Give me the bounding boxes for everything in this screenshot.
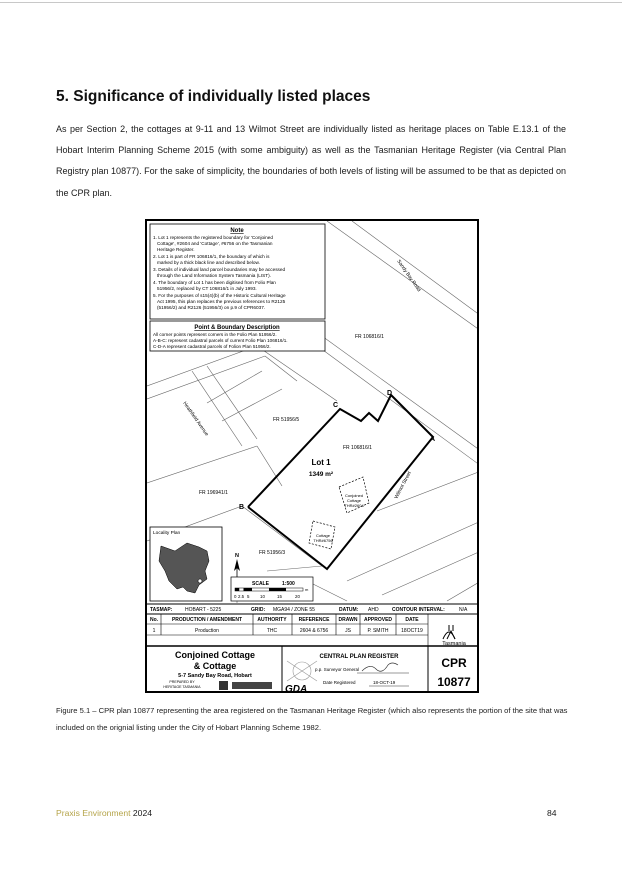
- lot-name: Lot 1: [311, 458, 331, 467]
- parcel-label: FR 196941/1: [199, 490, 228, 496]
- note-line: Act 1995, this plan replaces the previous references to R2125: [157, 299, 286, 304]
- scale-tick: 15: [277, 594, 282, 599]
- locality-plan-label: Locality Plan: [153, 531, 181, 536]
- grid-label: GRID:: [251, 607, 266, 613]
- parcel-label: FR 106816/1: [343, 445, 372, 451]
- scale-ratio: 1:500: [282, 581, 295, 587]
- corner-label-c: C: [333, 402, 339, 409]
- note-line: 4. The boundary of Lot 1 has been digitised from Folio Plan: [153, 280, 276, 285]
- tasmania-logo-icon: [443, 625, 455, 639]
- note-line: through the Land Information System Tasmania (LIST).: [157, 273, 272, 278]
- heritage-council-logo-icon: [232, 682, 272, 689]
- date-registered-label: Date Registered: [323, 680, 356, 685]
- table-header: REFERENCE: [298, 617, 330, 623]
- grid-value: MGA94 / ZONE 55: [273, 607, 315, 613]
- datum-value: AHD: [368, 607, 379, 613]
- figure-caption: Figure 5.1 – CPR plan 10877 representing the area registered on the Tasmanan Heritage Register (which also represents the portion of the site that was included on the orignial listing under the City of Hobart Planning Scheme 1982.: [56, 706, 568, 732]
- scale-tick: 20: [295, 594, 300, 599]
- parcel-label: FR 106816/1: [355, 334, 384, 340]
- note-line: marked by a thick black line and described below.: [157, 260, 260, 265]
- footer-brand: [56, 808, 152, 818]
- table-header: DATE: [405, 617, 419, 623]
- parcel-label: FR 51956/3: [259, 550, 286, 556]
- scale-tick: 10: [260, 594, 265, 599]
- register-title: CENTRAL PLAN REGISTER: [319, 654, 399, 660]
- tasmania-logo-text: Tasmania: [442, 641, 466, 647]
- table-cell: JS: [345, 628, 351, 634]
- datum-label: DATUM:: [339, 607, 359, 613]
- section-heading: 5. Significance of individually listed places: [56, 88, 371, 105]
- title-line-2: & Cottage: [193, 661, 237, 671]
- prepared-by: PREPARED BY: [169, 680, 195, 684]
- corner-label-d: D: [387, 390, 393, 397]
- point-boundary-line: All corner points represent corners in the Folio Plan 51956/2.: [153, 332, 277, 337]
- contour-value: N/A: [459, 607, 468, 613]
- cpr-number: 10877: [437, 675, 471, 689]
- road-label-wilmot: Wilmot Street: [393, 470, 413, 500]
- note-title: Note: [230, 228, 244, 234]
- page-top-rule: [0, 2, 622, 3]
- table-cell: Production: [195, 628, 219, 634]
- table-cell: P. SMITH: [367, 628, 389, 634]
- building-label: THR#2604: [344, 503, 364, 508]
- note-line: Heritage Register.: [157, 247, 195, 252]
- note-line: 1. Lot 1 represents the registered boundary for 'Conjoined: [153, 235, 273, 240]
- cpr-plan-figure: [145, 219, 479, 693]
- lot-area: 1349 m²: [308, 471, 334, 478]
- parcel-label: FR 51956/5: [273, 417, 300, 423]
- note-line: 2. Lot 1 is part of FR 106816/1, the boundary of which is: [153, 254, 270, 259]
- table-cell: THC: [266, 628, 278, 634]
- surveyor-general: p.p. Surveyor General: [315, 667, 360, 672]
- scale-tick: 5: [247, 594, 250, 599]
- scale-tick: 2.5: [238, 594, 245, 599]
- scale-unit: m: [305, 587, 309, 592]
- table-header: No.: [149, 617, 159, 623]
- north-label: N: [235, 553, 239, 559]
- building-label: Conjoined: [344, 493, 364, 498]
- contour-label: CONTOUR INTERVAL:: [392, 607, 445, 613]
- table-header: DRAWN: [338, 617, 358, 623]
- prepared-by-agency: HERITAGE TASMANIA: [163, 685, 201, 689]
- compass-rose-icon: [287, 661, 317, 681]
- building-label: THR#6756: [313, 538, 333, 543]
- heritage-logo-icon: [219, 681, 228, 690]
- scale-bar: [235, 588, 303, 591]
- note-line: 51956/2, replaced by CT 106816/1 in July 1993.: [157, 286, 257, 291]
- note-line: 3. Details of individual land parcel boundaries may be accessed: [153, 267, 286, 272]
- title-line-1: Conjoined Cottage: [175, 650, 255, 660]
- surveyor-signature: [362, 663, 398, 671]
- footer-brand-name: Praxis Environment: [56, 808, 131, 818]
- scale-tick: 0: [234, 594, 237, 599]
- point-boundary-line: C-D-A represent cadastral parcels of Folion Plan 51956/2.: [153, 344, 271, 349]
- table-header: PRODUCTION / AMENDMENT: [171, 617, 243, 623]
- tasmap-value: HOBART - 5225: [185, 607, 222, 613]
- point-boundary-lines: [153, 332, 288, 349]
- scale-label: SCALE: [252, 581, 269, 587]
- corner-label-b: B: [239, 504, 245, 511]
- cpr-label: CPR: [441, 656, 467, 670]
- table-header: APPROVED: [363, 617, 393, 623]
- note-line: 5. For the purposes of s15(4)(b) of the Historic Cultural Heritage: [153, 293, 286, 298]
- table-header: AUTHORITY: [257, 617, 287, 623]
- table-cell: 18OCT19: [401, 628, 423, 634]
- locality-marker-icon: [198, 579, 202, 583]
- point-boundary-title: Point & Boundary Description: [194, 325, 280, 331]
- date-registered-value: 18-OCT-19: [373, 680, 396, 685]
- building-label: Cottage: [346, 498, 362, 503]
- corner-label-a: A: [430, 436, 436, 443]
- building-label: Cottage: [315, 533, 331, 538]
- page-number: 84: [547, 808, 557, 818]
- road-label-sandy-bay: Sandy Bay Road: [395, 258, 422, 293]
- footer-year: 2024: [130, 808, 153, 818]
- title-address: 5-7 Sandy Bay Road, Hobart: [178, 673, 252, 679]
- cpr-plan-drawing: [147, 221, 479, 693]
- note-line: Cottage', #2604 and 'Cottage', #6756 on the Tasmanian: [157, 241, 273, 246]
- body-paragraph: As per Section 2, the cottages at 9-11 and 13 Wilmot Street are individually listed as heritage places on Table E.13.1 of the Hobart Interim Planning Scheme 2015 (with some ambiguity) as well as the Tasmanian Heritage Register (via Central Plan Registry plan 10877). For the sake of simplicity, the boundaries of both levels of listing will be assumed to be that as depicted on the CPR plan.: [56, 124, 566, 198]
- table-cell: 2604 & 6756: [299, 628, 329, 634]
- note-line: (51956/2) and R2126 (51956/3) on p.9 of CPR6037.: [157, 305, 266, 310]
- table-cell: 1: [152, 628, 156, 634]
- road-label-heathfield: Heathfield Avenue: [181, 400, 210, 438]
- gda-logo: GDA: [285, 684, 308, 695]
- tasmap-label: TASMAP:: [150, 607, 173, 613]
- point-boundary-line: A-B-C: represent cadastral parcels of current Folio Plan 106816/1.: [153, 338, 288, 343]
